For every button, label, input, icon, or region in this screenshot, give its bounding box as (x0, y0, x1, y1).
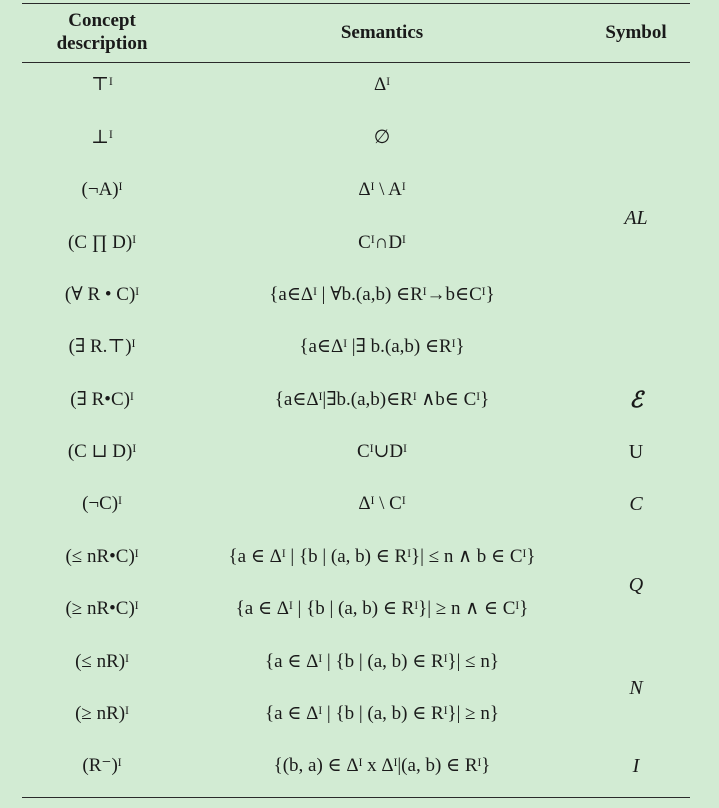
semantics-at-most: {a ∈ Δᴵ | {b | (a, b) ∈ Rᴵ}| ≤ n} (265, 651, 499, 672)
symbol-c: C (629, 493, 643, 515)
semantics-qualified-at-least: {a ∈ Δᴵ | {b | (a, b) ∈ Rᴵ}| ≥ n ∧ ∈ Cᴵ} (235, 598, 529, 619)
concept-full-negation: (¬C)ᴵ (82, 493, 122, 514)
header-rule (22, 62, 690, 63)
symbol-al: AL (624, 207, 648, 229)
concept-bottom: ⊥ᴵ (91, 127, 113, 148)
header-semantics: Semantics (340, 22, 424, 43)
symbol-n: N (629, 677, 643, 699)
semantics-at-least: {a ∈ Δᴵ | {b | (a, b) ∈ Rᴵ}| ≥ n} (265, 703, 499, 724)
concept-union: (C ⊔ D)ᴵ (67, 441, 137, 462)
symbol-u: U (628, 441, 644, 463)
concept-negation-atomic: (¬A)ᴵ (81, 179, 123, 200)
semantics-limited-existential: {a∈Δᴵ |∃ b.(a,b) ∈Rᴵ} (299, 336, 465, 357)
semantics-bottom: ∅ (373, 127, 391, 148)
concept-value-restriction: (∀ R • C)ᴵ (64, 284, 140, 305)
concept-qualified-at-most: (≤ nR•C)ᴵ (65, 546, 139, 567)
header-concept-line1: Concept (68, 10, 136, 31)
header-concept-line2: description (56, 33, 148, 54)
concept-full-existential: (∃ R•C)ᴵ (70, 389, 134, 410)
semantics-full-existential: {a∈Δᴵ|∃b.(a,b)∈Rᴵ ∧b∈ Cᴵ} (274, 389, 490, 410)
semantics-top: Δᴵ (373, 74, 390, 95)
semantics-negation-atomic: Δᴵ \ Aᴵ (358, 179, 406, 200)
concept-at-most: (≤ nR)ᴵ (75, 651, 129, 672)
semantics-qualified-at-most: {a ∈ Δᴵ | {b | (a, b) ∈ Rᴵ}| ≤ n ∧ b ∈ Cᴵ} (228, 546, 536, 567)
semantics-inverse-role: {(b, a) ∈ Δᴵ x Δᴵ|(a, b) ∈ Rᴵ} (273, 755, 491, 776)
concept-at-least: (≥ nR)ᴵ (75, 703, 129, 724)
concept-intersection: (C ∏ D)ᴵ (68, 232, 136, 253)
header-symbol: Symbol (605, 22, 667, 43)
symbol-e: ℰ (629, 387, 643, 412)
symbol-i: I (632, 755, 640, 777)
concept-qualified-at-least: (≥ nR•C)ᴵ (65, 598, 139, 619)
header-concept-description (22, 9, 182, 55)
concept-limited-existential: (∃ R.⊤)ᴵ (68, 336, 136, 357)
semantics-union: Cᴵ∪Dᴵ (357, 441, 407, 462)
table-top-rule (22, 3, 690, 4)
symbol-q: Q (628, 574, 644, 596)
semantics-intersection: Cᴵ∩Dᴵ (358, 232, 406, 253)
semantics-value-restriction: {a∈Δᴵ | ∀b.(a,b) ∈Rᴵ→b∈Cᴵ} (269, 284, 495, 305)
table-bottom-rule (22, 797, 690, 798)
concept-top: ⊤ᴵ (91, 74, 113, 95)
semantics-full-negation: Δᴵ \ Cᴵ (358, 493, 406, 514)
concept-inverse-role: (R⁻)ᴵ (82, 755, 122, 776)
